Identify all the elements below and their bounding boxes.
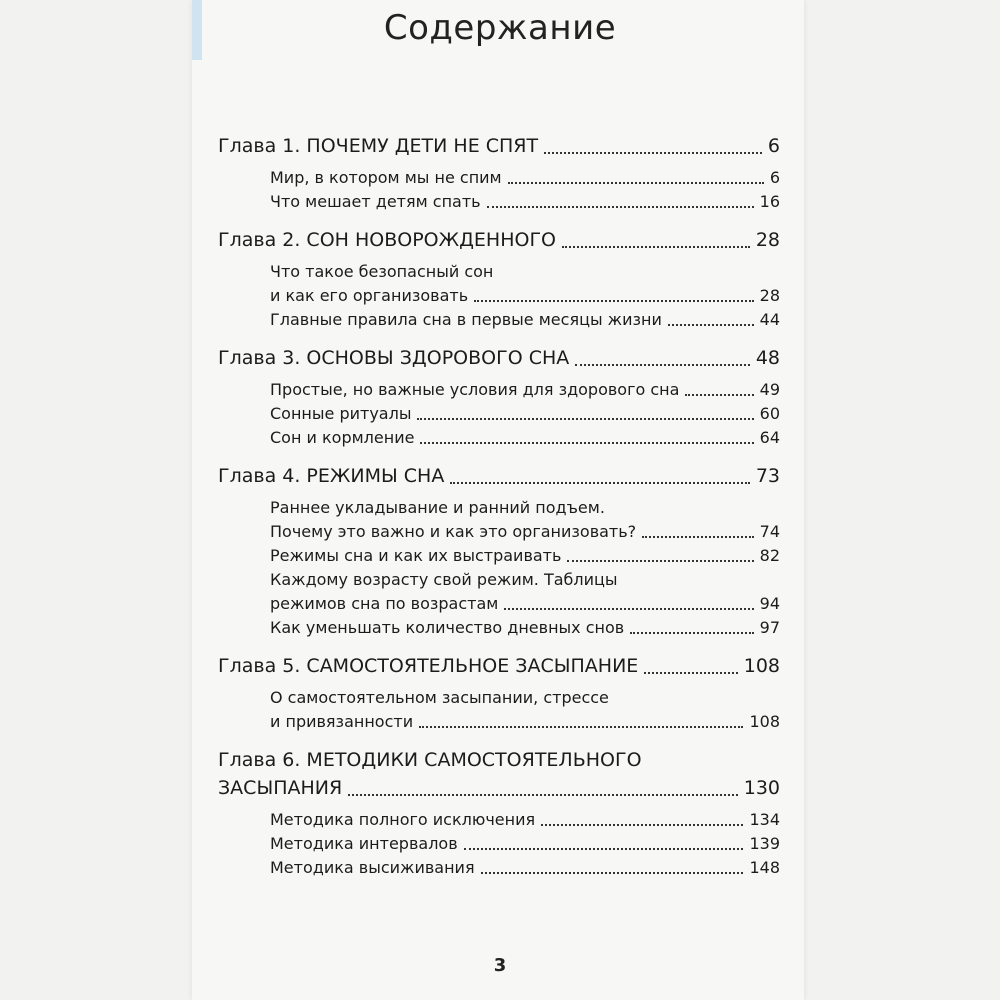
chapter-2-section-1-label: и как его организовать xyxy=(270,286,469,305)
chapter-6-label: ЗАСЫПАНИЯ xyxy=(218,777,343,799)
chapter-6-section-2-page: 139 xyxy=(749,834,780,853)
chapter-4-section-1-label: Почему это важно и как это организовать? xyxy=(270,522,637,541)
chapter-2-section-2 xyxy=(218,308,780,332)
chapter-1 xyxy=(218,132,780,160)
chapter-4-section-1-page: 74 xyxy=(759,522,780,541)
chapter-5-page: 108 xyxy=(743,655,780,677)
leader-dots xyxy=(562,246,750,248)
chapter-5 xyxy=(218,652,780,680)
chapter-2-section-1-line: Что такое безопасный сон xyxy=(270,262,494,281)
chapter-6-section-2 xyxy=(218,832,780,856)
chapter-3-section-2-page: 60 xyxy=(759,404,780,423)
chapter-1-section-1 xyxy=(218,166,780,190)
leader-dots xyxy=(544,152,762,154)
leader-dots xyxy=(348,794,738,796)
chapter-3-page: 48 xyxy=(755,347,780,369)
chapter-3-section-3-label: Сон и кормление xyxy=(270,428,415,447)
leader-dots xyxy=(644,672,737,674)
chapter-3-section-2-label: Сонные ритуалы xyxy=(270,404,412,423)
chapter-2 xyxy=(218,226,780,254)
chapter-3-section-3-page: 64 xyxy=(759,428,780,447)
chapter-6-section-3 xyxy=(218,856,780,880)
chapter-5-section-1-page: 108 xyxy=(749,712,780,731)
chapter-6-title-line: Глава 6. МЕТОДИКИ САМОСТОЯТЕЛЬНОГО xyxy=(218,749,642,771)
leader-dots xyxy=(642,536,753,538)
chapter-6 xyxy=(218,774,780,802)
spacer xyxy=(218,450,780,462)
leader-dots xyxy=(464,848,744,850)
leader-dots xyxy=(474,300,754,302)
leader-dots xyxy=(567,560,753,562)
chapter-3-section-1-label: Простые, но важные условия для здорового сна xyxy=(270,380,680,399)
chapter-6-section-2-label: Методика интервалов xyxy=(270,834,458,853)
chapter-5-label: Глава 5. САМОСТОЯТЕЛЬНОЕ ЗАСЫПАНИЕ xyxy=(218,655,639,677)
chapter-6-section-3-page: 148 xyxy=(749,858,780,877)
leader-dots xyxy=(508,182,764,184)
leader-dots xyxy=(487,206,754,208)
chapter-6-section-3-label: Методика высиживания xyxy=(270,858,475,877)
chapter-4-section-1 xyxy=(218,520,780,544)
leader-dots xyxy=(630,632,753,634)
chapter-2-page: 28 xyxy=(755,229,780,251)
chapter-4-section-2 xyxy=(218,544,780,568)
chapter-6-section-1-page: 134 xyxy=(749,810,780,829)
chapter-4-page: 73 xyxy=(755,465,780,487)
chapter-4-label: Глава 4. РЕЖИМЫ СНА xyxy=(218,465,445,487)
spacer xyxy=(218,640,780,652)
chapter-3-section-3 xyxy=(218,426,780,450)
chapter-2-section-1 xyxy=(218,284,780,308)
leader-dots xyxy=(481,872,744,874)
chapter-3-section-1-page: 49 xyxy=(759,380,780,399)
chapter-3-section-1 xyxy=(218,378,780,402)
chapter-1-section-2-page: 16 xyxy=(759,192,780,211)
leader-dots xyxy=(685,394,753,396)
chapter-5-section-1-label: и привязанности xyxy=(270,712,414,731)
table-of-contents xyxy=(218,132,780,880)
chapter-2-label: Глава 2. СОН НОВОРОЖДЕННОГО xyxy=(218,229,557,251)
chapter-1-section-2-label: Что мешает детям спать xyxy=(270,192,481,211)
chapter-6-page: 130 xyxy=(743,777,780,799)
chapter-1-label: Глава 1. ПОЧЕМУ ДЕТИ НЕ СПЯТ xyxy=(218,135,539,157)
chapter-3-label: Глава 3. ОСНОВЫ ЗДОРОВОГО СНА xyxy=(218,347,570,369)
chapter-1-section-1-page: 6 xyxy=(769,168,780,187)
leader-dots xyxy=(575,364,750,366)
chapter-4-section-4 xyxy=(218,616,780,640)
chapter-1-section-1-label: Мир, в котором мы не спим xyxy=(270,168,502,187)
leader-dots xyxy=(668,324,754,326)
chapter-2-section-2-label: Главные правила сна в первые месяцы жизни xyxy=(270,310,662,329)
chapter-3 xyxy=(218,344,780,372)
chapter-1-section-2 xyxy=(218,190,780,214)
spacer xyxy=(218,214,780,226)
chapter-4-section-3 xyxy=(218,592,780,616)
spacer xyxy=(218,332,780,344)
chapter-5-section-1 xyxy=(218,710,780,734)
chapter-6-section-1-label: Методика полного исключения xyxy=(270,810,536,829)
page-title: Содержание xyxy=(383,8,617,48)
chapter-2-section-2-page: 44 xyxy=(759,310,780,329)
page-number: 3 xyxy=(493,955,507,976)
leader-dots xyxy=(419,726,743,728)
chapter-3-section-2 xyxy=(218,402,780,426)
chapter-6-section-1 xyxy=(218,808,780,832)
chapter-2-section-1-page: 28 xyxy=(759,286,780,305)
chapter-4-section-3-label: режимов сна по возрастам xyxy=(270,594,499,613)
chapter-4-section-4-page: 97 xyxy=(759,618,780,637)
chapter-4-section-4-label: Как уменьшать количество дневных снов xyxy=(270,618,625,637)
leader-dots xyxy=(417,418,753,420)
leader-dots xyxy=(420,442,753,444)
leader-dots xyxy=(504,608,753,610)
chapter-4-section-3-page: 94 xyxy=(759,594,780,613)
chapter-1-page: 6 xyxy=(767,135,780,157)
chapter-5-section-1-line: О самостоятельном засыпании, стрессе xyxy=(270,688,609,707)
chapter-4 xyxy=(218,462,780,490)
chapter-4-section-2-label: Режимы сна и как их выстраивать xyxy=(270,546,562,565)
chapter-4-section-2-page: 82 xyxy=(759,546,780,565)
leader-dots xyxy=(541,824,743,826)
leader-dots xyxy=(450,482,750,484)
spacer xyxy=(218,734,780,746)
chapter-4-section-1-line: Раннее укладывание и ранний подъем. xyxy=(270,498,605,517)
chapter-4-section-3-line: Каждому возрасту свой режим. Таблицы xyxy=(270,570,618,589)
